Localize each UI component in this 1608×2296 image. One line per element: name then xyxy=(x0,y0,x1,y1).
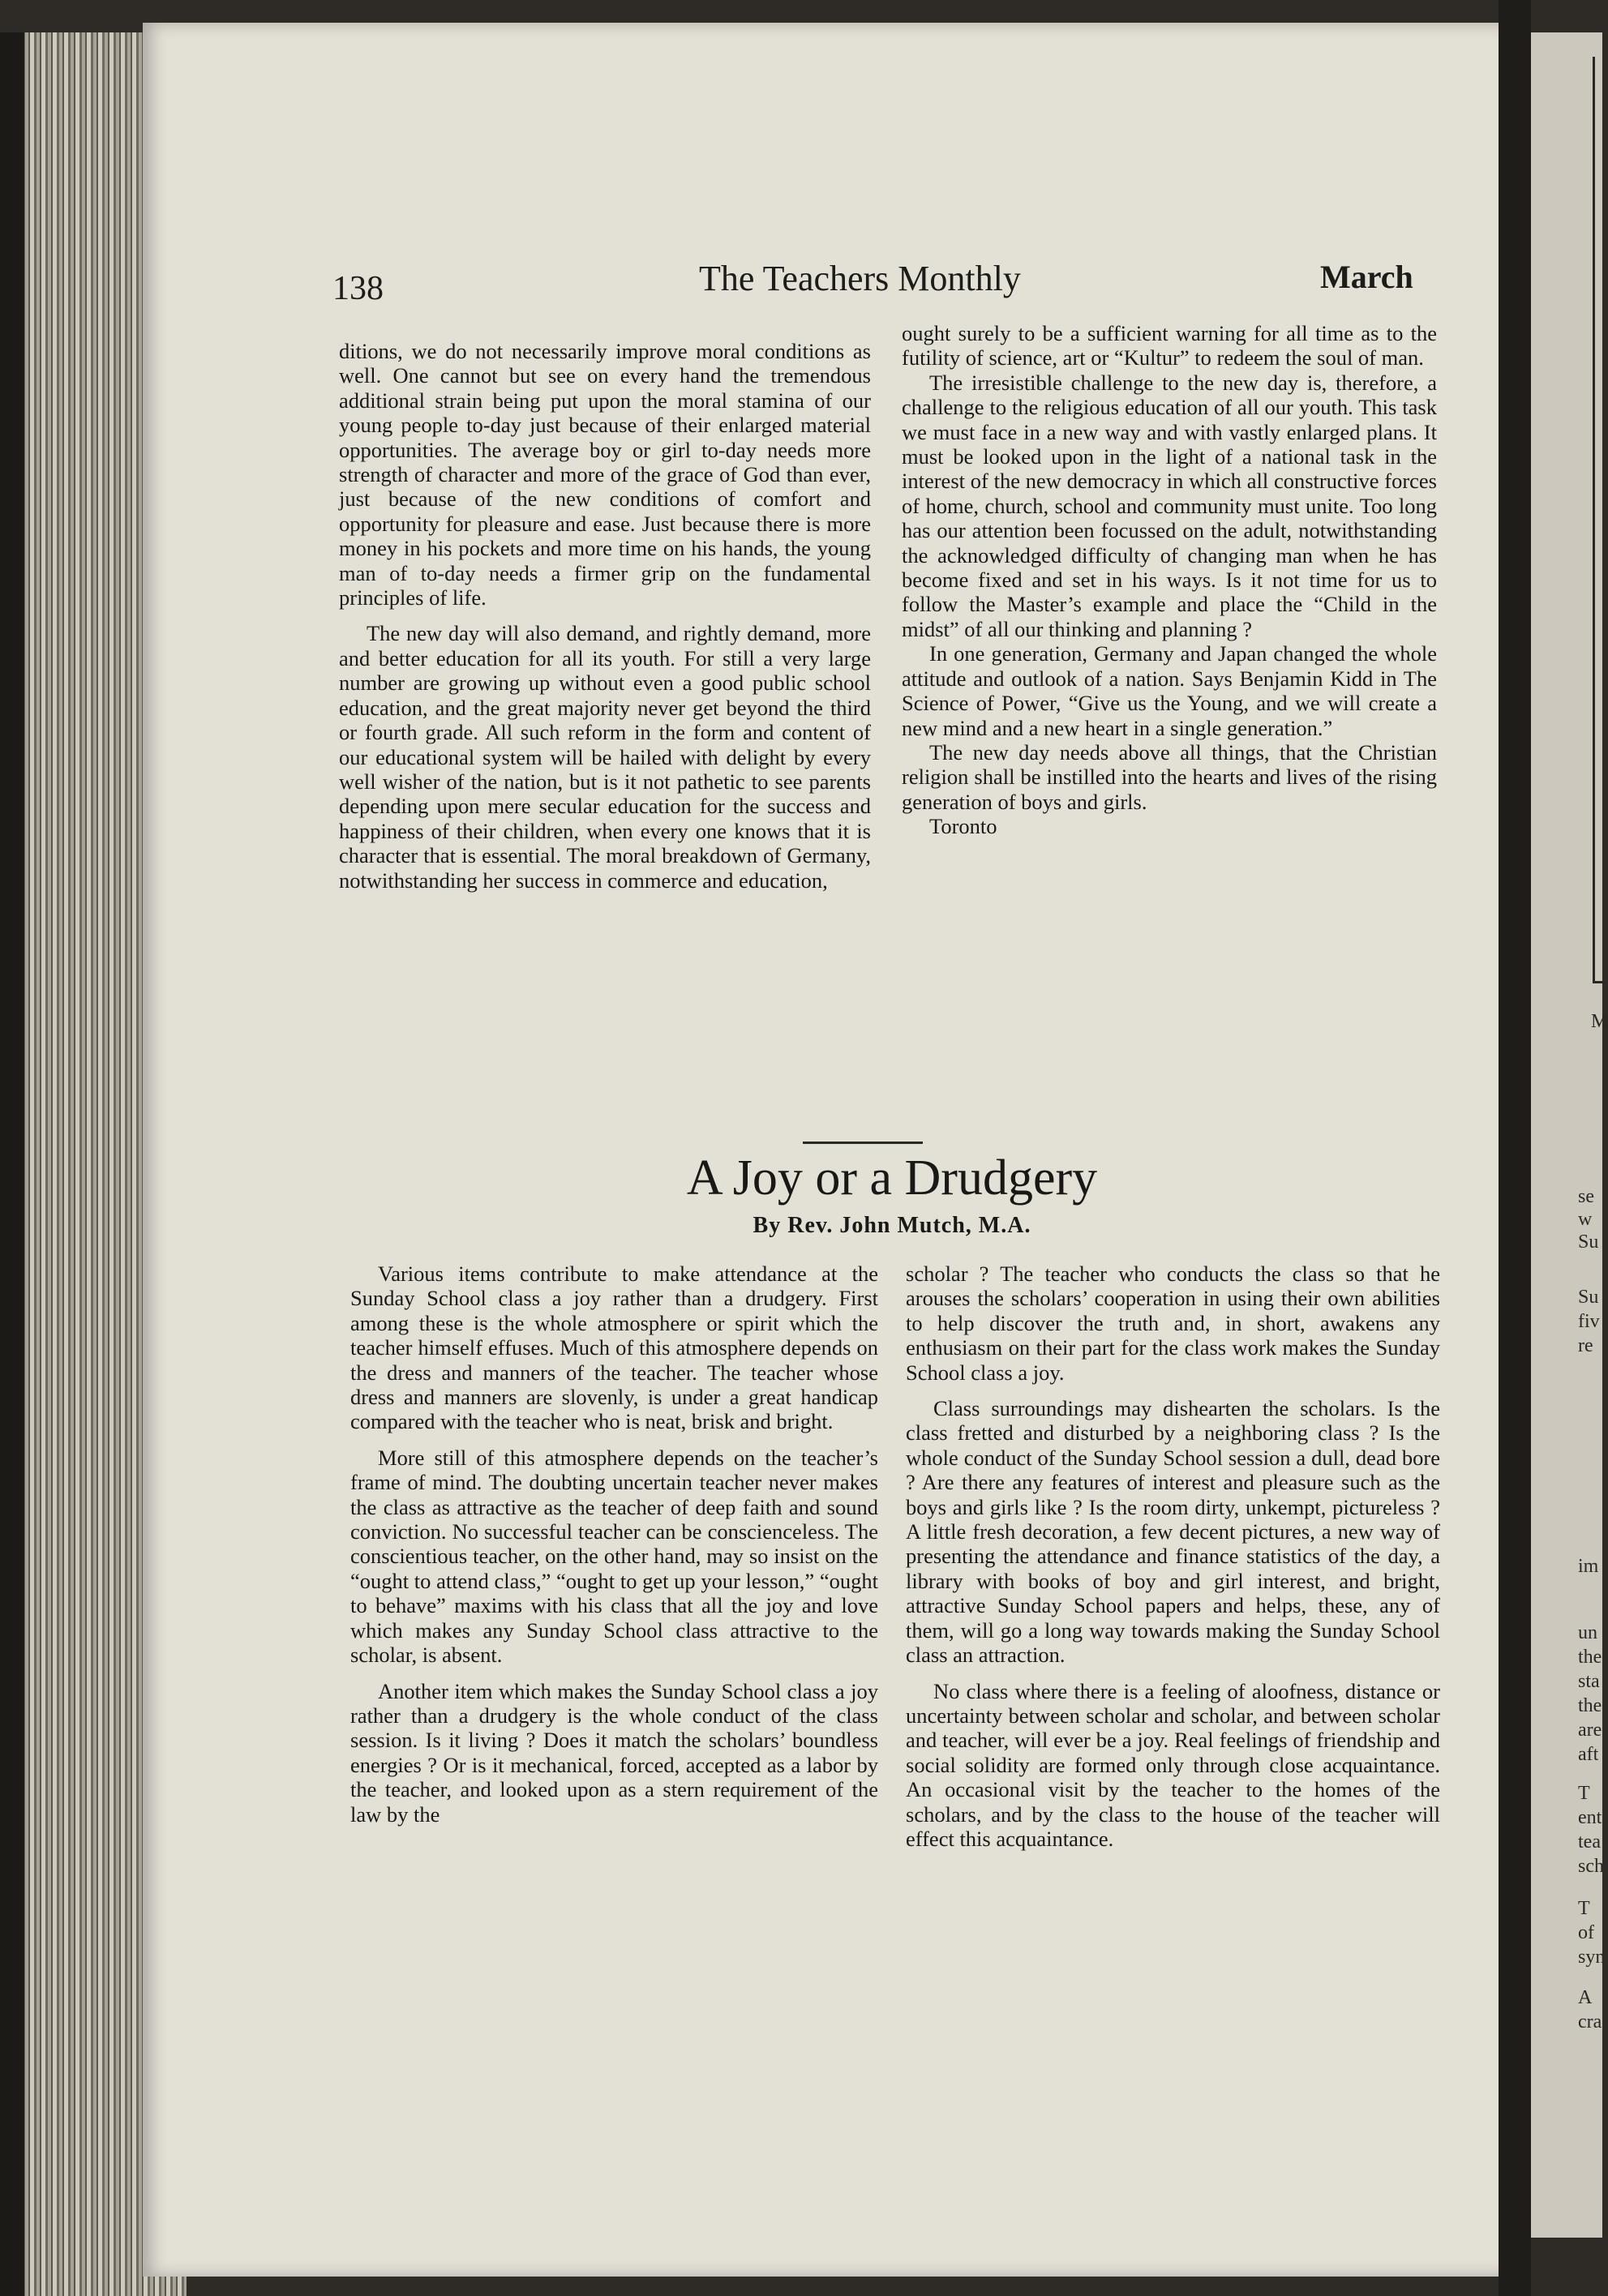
paragraph: The irresistible challenge to the new day is, therefore, a challenge to the religious education of all our youth. This task we must face in a new way and with vastly enlarged plans. It must be looked upon in the light of a national task in the interest of the new democracy in which all constructive forces of home, church, school and community must unite. Too long has our attention been focussed on the adult, notwithstanding the acknowledged difficulty of changing man when he has become fixed and set in his ways. Is it not time for us to follow the Master’s example and place the “Child in the midst” of all our thinking and planning ? xyxy=(902,370,1437,641)
fragment: sta xyxy=(1578,1671,1600,1692)
fragment: A xyxy=(1578,1987,1593,2008)
next-page-box-rule xyxy=(1593,57,1605,983)
paragraph: More still of this atmosphere depends on the teacher’s frame of mind. The doubting uncertain teacher never makes the class as attractive as the teacher of deep faith and sound conviction. No successful teacher can be conscienceless. The conscientious teacher, on the other hand, may so insist on the “ought to attend class,” “ought to get up your lesson,” “ought to behave” maxims with his class that all the joy and love which makes any Sunday School class attractive to the scholar, is absent. xyxy=(350,1445,878,1668)
article-column-left xyxy=(350,1262,878,1827)
article-title: A Joy or a Drudgery xyxy=(686,1150,1098,1206)
fragment: im xyxy=(1578,1556,1599,1577)
paragraph: In one generation, Germany and Japan changed the whole attitude and outlook of a nation. Says Benjamin Kidd in The Science of Power, “Give us the Young, and we will create a new mind and a new heart in a single generation.” xyxy=(902,641,1437,740)
signoff-location: Toronto xyxy=(929,814,997,839)
paragraph: No class where there is a feeling of aloofness, distance or uncertainty between scholar and scholar, and between scholar and teacher, will ever be a joy. Real feelings of friendship and social solidity are formed only through close acquaintance. An occasional visit by the teacher to the homes of the scholars, and by the class to the house of the teacher will effect this acquaintance. xyxy=(906,1678,1440,1851)
paragraph: The new day will also demand, and rightly demand, more and better education for all its youth. For still a very large number are growing up without even a good public school education, and the great majority never get beyond the third or fourth grade. All such reform in the form and content of our educational system will be hailed with delight by every well wisher of the nation, but is it not pathetic to see parents depending upon mere secular education for the success and happiness of their children, when every one knows that it is character that is essential. The moral breakdown of Germany, notwithstanding her success in commerce and education, xyxy=(339,621,871,893)
fragment: sch xyxy=(1578,1856,1604,1877)
book-gutter xyxy=(1499,0,1531,2296)
article-column-right xyxy=(906,1262,1440,1851)
issue-month: March xyxy=(1320,259,1413,295)
fragment: cra xyxy=(1578,2011,1602,2033)
fragment: Su xyxy=(1578,1232,1599,1253)
running-title: The Teachers Monthly xyxy=(699,259,1021,298)
fragment: re xyxy=(1578,1335,1593,1356)
paragraph: ditions, we do not necessarily improve moral conditions as well. One cannot but see on every hand the tremendous additional strain being put upon the moral stamina of our young people to-day just because of their enlarged material opportunities. The average boy or girl to-day needs more strength of character and more of the grace of God than ever, just because of the new conditions of comfort and opportunity for pleasure and ease. Just because there is more money in his pockets and more time on his hands, the young man of to-day needs a firmer grip on the fundamental principles of life. xyxy=(339,339,871,610)
fragment: ent xyxy=(1578,1807,1602,1828)
paragraph: scholar ? The teacher who conducts the class so that he arouses the scholars’ cooperation in using their own abilities to help discover the truth and, in short, awakens any enthusiasm on their part for the class work makes the Sunday School class a joy. xyxy=(906,1262,1440,1385)
paragraph: Class surroundings may dishearten the scholars. Is the class fretted and disturbed by a neighboring class ? Is the whole conduct of the Sunday School session a dull, dead bore ? Are there any features of interest and pleasure such as the boys and girls like ? Is the room dirty, unkempt, pictureless ? A little fresh decoration, a few decent pictures, a new way of presenting the attendance and finance statistics of the day, a library with books of boy and girl interest, and bright, attractive Sunday School papers and helps, these, any of them, will go a long way towards making the Sunday School class an attraction. xyxy=(906,1396,1440,1668)
fragment: w xyxy=(1578,1209,1593,1230)
article-byline: By Rev. John Mutch, M.A. xyxy=(753,1213,1031,1238)
fragment: tea xyxy=(1578,1831,1601,1853)
fragment: the xyxy=(1578,1695,1602,1716)
fragment: se xyxy=(1578,1186,1594,1207)
next-page-sliver xyxy=(1531,32,1602,2238)
fragment: syn xyxy=(1578,1947,1606,1968)
fragment: the xyxy=(1578,1647,1602,1668)
previous-article-column-left xyxy=(339,339,871,893)
fragment: fiv xyxy=(1578,1311,1600,1332)
fragment: T xyxy=(1578,1783,1590,1804)
fragment: are xyxy=(1578,1720,1602,1741)
paragraph: ought surely to be a sufficient warning for all time as to the futility of science, art or “Kultur” to redeem the soul of man. xyxy=(902,321,1437,371)
book-cover-shadow xyxy=(0,32,24,2296)
paragraph: Various items contribute to make attendance at the Sunday School class a joy rather than a drudgery. First among these is the whole atmosphere or spirit which the teacher himself effuses. Much of this atmosphere depends on the dress and manners of the teacher. The teacher whose dress and manners are slovenly, is under a great handicap compared with the teacher who is neat, brisk and bright. xyxy=(350,1262,878,1434)
page-number: 138 xyxy=(332,270,384,307)
fragment: Su xyxy=(1578,1287,1599,1308)
fragment: aft xyxy=(1578,1744,1599,1765)
fragment: un xyxy=(1578,1622,1597,1643)
fragment: of xyxy=(1578,1922,1594,1943)
fragment: M xyxy=(1591,1011,1608,1032)
paragraph: The new day needs above all things, that the Christian religion shall be instilled into the hearts and lives of the rising generation of boys and girls. xyxy=(902,739,1437,814)
fragment: T xyxy=(1578,1898,1590,1919)
previous-article-column-right xyxy=(902,321,1437,839)
paragraph: Another item which makes the Sunday School class a joy rather than a drudgery is the whole conduct of the class session. Is it living ? Does it match the scholars’ boundless energies ? Or is it mechanical, forced, accepted as a labor by the teacher, and looked upon as a stern requirement of the law by the xyxy=(350,1678,878,1827)
